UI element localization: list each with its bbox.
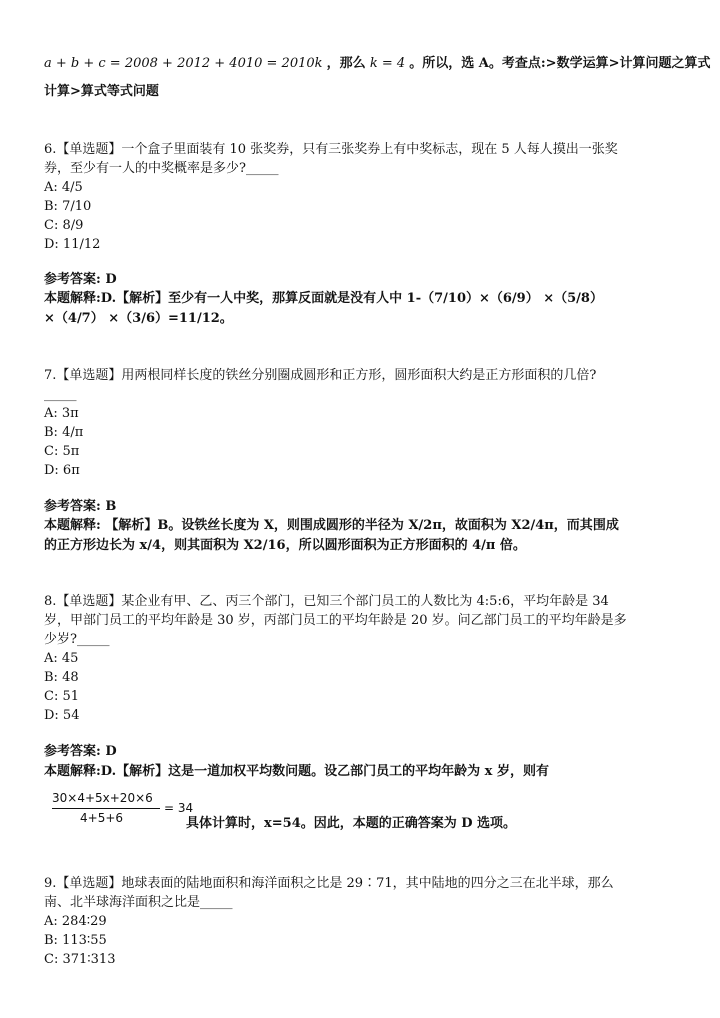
q9-stem-line1: 9.【单选题】地球表面的陆地面积和海洋面积之比是 29∶71，其中陆地的四分之三在北半球，那么: [44, 876, 614, 891]
q6-stem-line2: 券，至少有一人的中奖概率是多少?_____: [44, 161, 279, 176]
q8-option-d: D: 54: [44, 708, 80, 723]
q6-option-c: C: 8/9: [44, 218, 84, 233]
q6-option-a: A: 4/5: [44, 180, 83, 195]
q9-option-b: B: 113∶55: [44, 933, 107, 948]
q7-stem-line2: _____: [44, 387, 77, 402]
q6-explanation-line1: 本题解释:D.【解析】至少有一人中奖，那算反面就是没有人中 1-（7/10）×（6/9） ×（5/8）: [44, 291, 603, 306]
q8-answer: 参考答案: D: [44, 744, 117, 759]
q8-stem-line1: 8.【单选题】某企业有甲、乙、丙三个部门，已知三个部门员工的人数比为 4:5:6，平均年龄是 34: [44, 594, 609, 609]
q6-option-d: D: 11/12: [44, 237, 101, 252]
q6-explanation-line2: ×（4/7） ×（3/6）=11/12。: [44, 311, 233, 326]
q8-option-b: B: 48: [44, 670, 79, 685]
formula-numerator: 30×4+5x+20×6: [52, 791, 153, 805]
q7-option-a: A: 3π: [44, 406, 79, 421]
q6-answer: 参考答案: D: [44, 272, 117, 287]
q9-option-a: A: 284∶29: [44, 914, 107, 929]
formula-result: = 34: [164, 801, 194, 815]
q6-stem-line1: 6.【单选题】一个盒子里面装有 10 张奖券，只有三张奖券上有中奖标志，现在 5 人每人摸出一张奖: [44, 142, 618, 157]
q8-stem-line3: 少岁?_____: [44, 632, 110, 647]
q7-answer: 参考答案: B: [44, 499, 117, 514]
formula-mid: ，那么: [326, 56, 366, 71]
formula-tail: 。所以，选 A。考查点:>数学运算>计算问题之算式: [409, 56, 711, 71]
q8-explanation-line2: 具体计算时，x=54。因此，本题的正确答案为 D 选项。: [186, 816, 517, 831]
q9-option-c: C: 371∶313: [44, 952, 116, 967]
q7-explanation-line2: 的正方形边长为 x/4，则其面积为 X2/16，所以圆形面积为正方形面积的 4/π 倍。: [44, 538, 526, 553]
q8-explanation-line1: 本题解释:D.【解析】这是一道加权平均数问题。设乙部门员工的平均年龄为 x 岁，则有: [44, 764, 549, 779]
formula-k: k = 4: [369, 56, 406, 71]
top-formula-line: [44, 54, 711, 73]
q7-option-c: C: 5π: [44, 444, 80, 459]
q7-option-d: D: 6π: [44, 463, 80, 478]
formula-abc: a + b + c = 2008 + 2012 + 4010 = 2010k: [44, 56, 323, 71]
formula-denominator: 4+5+6: [80, 811, 124, 825]
q7-option-b: B: 4/π: [44, 425, 84, 440]
q8-option-c: C: 51: [44, 689, 80, 704]
q7-stem-line1: 7.【单选题】用两根同样长度的铁丝分别圈成圆形和正方形，圆形面积大约是正方形面积的几倍?: [44, 368, 597, 383]
q7-explanation-line1: 本题解释: 【解析】B。设铁丝长度为 X，则围成圆形的半径为 X/2π，故面积为 X2/4π，而其围成: [44, 518, 619, 533]
q6-option-b: B: 7/10: [44, 199, 92, 214]
q8-stem-line2: 岁，甲部门员工的平均年龄是 30 岁，丙部门员工的平均年龄是 20 岁。问乙部门员工的平均年龄是多: [44, 613, 627, 628]
q9-stem-line2: 南、北半球海洋面积之比是_____: [44, 895, 233, 910]
top-line2: 计算>算式等式问题: [44, 84, 159, 99]
q8-option-a: A: 45: [44, 651, 79, 666]
